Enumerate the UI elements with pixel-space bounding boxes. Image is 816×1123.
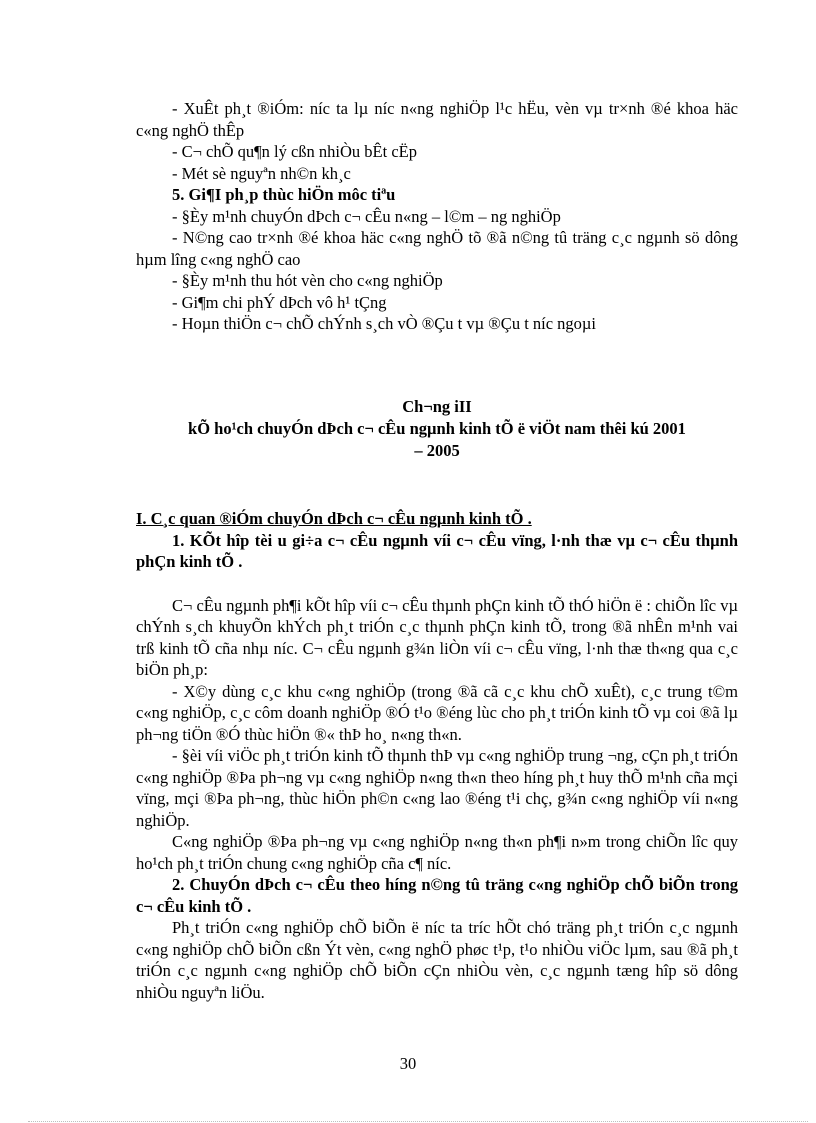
bullet-solution-4: - Gi¶m chi phÝ dÞch vô h¹ tÇng xyxy=(172,292,387,312)
paragraph-2: - X©y dùng c¸c khu c«ng nghiÖp (trong ®ã cã c¸c khu chÕ xuÊt), c¸c trung t©m c«ng nghiÖp, c¸c côm doanh nghiÖp ®Ó t¹o ®éng lùc cho ph¸t triÓn kinh tÕ vµ coi ®ã lµ ph¬ng tiÖn ®Ó thùc hiÖn ®« thÞ ho¸ n«ng th«n. xyxy=(136,681,738,744)
chapter-label: Ch¬ng iII xyxy=(402,397,472,416)
bullet-starting-point: - XuÊt ph¸t ®iÓm: níc ta lµ níc n«ng nghiÖp l¹c hËu, vèn vµ tr×nh ®é khoa häc c«ng nghÖ thÊp xyxy=(136,99,738,140)
bullet-solution-1: - §Èy m¹nh chuyÓn dÞch c¬ cÊu n«ng – l©m – ng nghiÖp xyxy=(172,206,561,226)
bullet-other-causes: - Mét sè nguyªn nh©n kh¸c xyxy=(172,163,351,183)
paragraph-5: Ph¸t triÓn c«ng nghiÖp chÕ biÕn ë níc ta tríc hÕt chó träng ph¸t triÓn c¸c ngµnh c«ng nghiÖp chÕ biÕn cßn Ýt vèn, c«ng nghÖ phøc t¹p, t¹o nhiÒu viÖc lµm, sau ®ã ph¸t triÓn c¸c ngµnh c«ng nghiÖp chÕ biÕn cÇn nhiÒu vèn, c¸c ngµnh tæng hîp sö dông nhiÒu nguyªn liÖu. xyxy=(136,918,738,1002)
bullet-solution-5: - Hoµn thiÖn c¬ chÕ chÝnh s¸ch vÒ ®Çu t vµ ®Çu t níc ngoµi xyxy=(172,314,597,333)
paragraph-3: - §èi víi viÖc ph¸t triÓn kinh tÕ thµnh thÞ vµ c«ng nghiÖp trung ¬ng, cÇn ph¸t triÓn c«ng nghiÖp ®Þa ph¬ng vµ c«ng nghiÖp n«ng th«n theo híng ph¸t huy thÕ m¹nh cña mçi vïng, mçi ®Þa ph¬ng, thùc hiÖn ph©n c«ng lao ®éng t¹i chç, g¾n c«ng nghiÖp víi n«ng nghiÖp. xyxy=(136,746,738,830)
subheading-1: 1. KÕt hîp tèi u gi÷a c¬ cÊu ngµnh víi c¬ cÊu vïng, l·nh thæ vµ c¬ cÊu thµnh phÇn kinh tÕ . xyxy=(136,530,738,571)
lower-text-block xyxy=(136,508,738,1003)
bullet-solution-2: - N©ng cao tr×nh ®é khoa häc c«ng nghÖ tõ ®ã n©ng tû träng c¸c ngµnh sö dông hµm lîng c«ng nghÖ cao xyxy=(136,228,738,269)
paragraph-4: C«ng nghiÖp ®Þa ph¬ng vµ c«ng nghiÖp n«ng th«n ph¶i n»m trong chiÕn lîc quy ho¹ch ph¸t triÓn chung c«ng nghiÖp cña c¶ níc. xyxy=(136,832,738,873)
page-footer-divider xyxy=(28,1121,808,1122)
section-heading-1: I. C¸c quan ®iÓm chuyÓn dÞch c¬ cÊu ngµnh kinh tÕ . xyxy=(136,509,532,528)
bullet-solution-3: - §Èy m¹nh thu hót vèn cho c«ng nghiÖp xyxy=(172,271,443,290)
paragraph-1: C¬ cÊu ngµnh ph¶i kÕt hîp víi c¬ cÊu thµnh phÇn kinh tÕ thÓ hiÖn ë : chiÕn lîc vµ chÝnh s¸ch khuyÕn khÝch ph¸t triÓn c¸c thµnh phÇn kinh tÕ, trong ®ã nhÊn m¹nh vai trß kinh tÕ cña nhµ níc. C¬ cÊu ngµnh g¾n liÒn víi c¬ cÊu vïng, l·nh thæ th«ng qua c¸c biÖn ph¸p: xyxy=(136,595,738,679)
page-number: 30 xyxy=(399,1054,417,1073)
subheading-2: 2. ChuyÓn dÞch c¬ cÊu theo híng n©ng tû träng c«ng nghiÖp chÕ biÕn trong c¬ cÊu kinh tÕ . xyxy=(136,875,738,916)
heading-solutions: 5. Gi¶I ph¸p thùc hiÖn môc tiªu xyxy=(172,185,396,204)
chapter-title-line2: – 2005 xyxy=(414,441,460,460)
bullet-management: - C¬ chÕ qu¶n lý cßn nhiÒu bÊt cËp xyxy=(172,142,417,161)
chapter-title-line1: kÕ ho¹ch chuyÓn dÞch c¬ cÊu ngµnh kinh tÕ ë viÖt nam thêi kú 2001 xyxy=(188,419,686,438)
chapter-heading xyxy=(136,396,738,462)
upper-text-block xyxy=(136,98,738,335)
